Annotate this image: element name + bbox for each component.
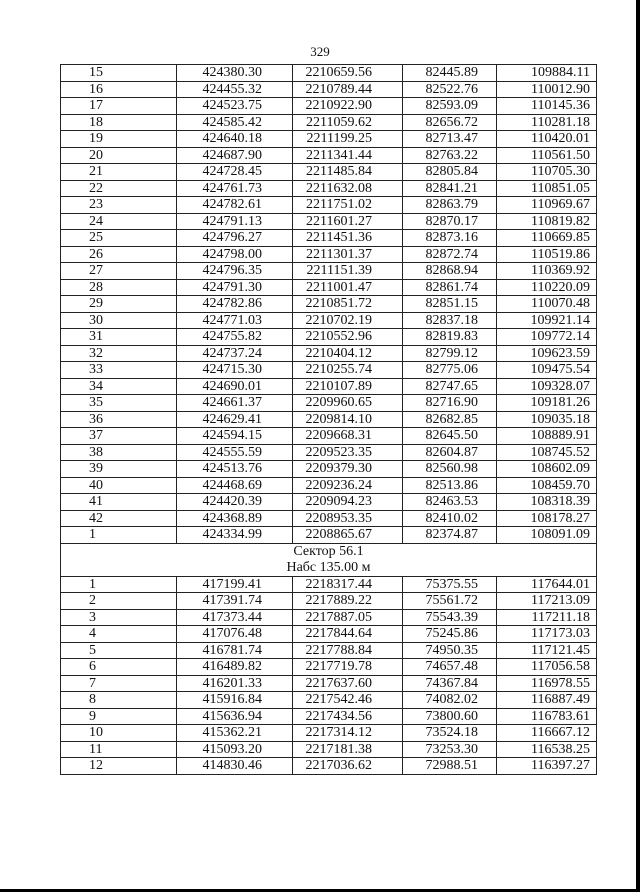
coord-x-local-cell: 82747.65 <box>403 378 497 395</box>
coord-y-local-cell: 110145.36 <box>497 98 597 115</box>
table-body-top <box>61 65 597 544</box>
table-row <box>61 626 597 643</box>
point-number-cell: 25 <box>61 230 177 247</box>
coord-y-local-cell: 109921.14 <box>497 312 597 329</box>
table-row <box>61 741 597 758</box>
coordinates-table <box>60 64 597 775</box>
point-number-cell: 42 <box>61 510 177 527</box>
coord-x-local-cell: 82445.89 <box>403 65 497 82</box>
coord-x-local-cell: 82799.12 <box>403 345 497 362</box>
coord-y-cell: 2217542.46 <box>293 692 403 709</box>
coord-x-cell: 415916.84 <box>177 692 293 709</box>
coord-y-local-cell: 109328.07 <box>497 378 597 395</box>
point-number-cell: 34 <box>61 378 177 395</box>
coord-y-local-cell: 108318.39 <box>497 494 597 511</box>
coord-x-cell: 424715.30 <box>177 362 293 379</box>
coord-y-local-cell: 116397.27 <box>497 758 597 775</box>
coord-x-cell: 416201.33 <box>177 675 293 692</box>
coord-x-cell: 424468.69 <box>177 477 293 494</box>
coord-y-cell: 2210789.44 <box>293 81 403 98</box>
coord-y-cell: 2217719.78 <box>293 659 403 676</box>
table-row <box>61 708 597 725</box>
coord-y-local-cell: 117211.18 <box>497 609 597 626</box>
coord-x-cell: 415636.94 <box>177 708 293 725</box>
coord-x-local-cell: 82593.09 <box>403 98 497 115</box>
table-row <box>61 510 597 527</box>
table-row <box>61 609 597 626</box>
table-row <box>61 329 597 346</box>
coord-y-cell: 2217844.64 <box>293 626 403 643</box>
point-number-cell: 29 <box>61 296 177 313</box>
coord-x-local-cell: 82863.79 <box>403 197 497 214</box>
coord-x-local-cell: 82560.98 <box>403 461 497 478</box>
point-number-cell: 26 <box>61 246 177 263</box>
coord-y-cell: 2210851.72 <box>293 296 403 313</box>
coord-x-cell: 424629.41 <box>177 411 293 428</box>
coord-x-cell: 424791.13 <box>177 213 293 230</box>
coord-x-local-cell: 75375.55 <box>403 576 497 593</box>
coord-x-local-cell: 82868.94 <box>403 263 497 280</box>
point-number-cell: 2 <box>61 593 177 610</box>
coord-y-cell: 2211451.36 <box>293 230 403 247</box>
point-number-cell: 24 <box>61 213 177 230</box>
table-row <box>61 428 597 445</box>
coord-y-local-cell: 110369.92 <box>497 263 597 280</box>
coord-x-local-cell: 82775.06 <box>403 362 497 379</box>
coord-x-local-cell: 82656.72 <box>403 114 497 131</box>
coord-y-cell: 2209094.23 <box>293 494 403 511</box>
coord-y-cell: 2209523.35 <box>293 444 403 461</box>
coord-y-local-cell: 110669.85 <box>497 230 597 247</box>
coord-x-local-cell: 82851.15 <box>403 296 497 313</box>
table-body-bottom <box>61 576 597 774</box>
point-number-cell: 31 <box>61 329 177 346</box>
coord-y-local-cell: 110070.48 <box>497 296 597 313</box>
coord-x-local-cell: 82463.53 <box>403 494 497 511</box>
coord-x-cell: 416781.74 <box>177 642 293 659</box>
coord-y-cell: 2211601.27 <box>293 213 403 230</box>
coord-y-cell: 2210552.96 <box>293 329 403 346</box>
coord-x-local-cell: 82682.85 <box>403 411 497 428</box>
table-row <box>61 246 597 263</box>
coord-x-cell: 415093.20 <box>177 741 293 758</box>
coord-y-local-cell: 110969.67 <box>497 197 597 214</box>
table-row <box>61 642 597 659</box>
coord-x-cell: 424796.35 <box>177 263 293 280</box>
coord-y-cell: 2208865.67 <box>293 527 403 544</box>
coord-y-cell: 2209668.31 <box>293 428 403 445</box>
coord-y-cell: 2211485.84 <box>293 164 403 181</box>
coord-x-cell: 424523.75 <box>177 98 293 115</box>
point-number-cell: 1 <box>61 527 177 544</box>
table-row <box>61 65 597 82</box>
table-row <box>61 362 597 379</box>
coord-y-local-cell: 117173.03 <box>497 626 597 643</box>
coord-y-local-cell: 109475.54 <box>497 362 597 379</box>
coord-y-cell: 2217889.22 <box>293 593 403 610</box>
table-row <box>61 312 597 329</box>
table-row <box>61 593 597 610</box>
coord-y-local-cell: 116978.55 <box>497 675 597 692</box>
coord-x-cell: 424640.18 <box>177 131 293 148</box>
coord-x-local-cell: 73524.18 <box>403 725 497 742</box>
coord-x-local-cell: 82837.18 <box>403 312 497 329</box>
coord-x-local-cell: 82374.87 <box>403 527 497 544</box>
coord-y-local-cell: 117644.01 <box>497 576 597 593</box>
coord-y-local-cell: 110012.90 <box>497 81 597 98</box>
point-number-cell: 19 <box>61 131 177 148</box>
sector-header-body <box>61 543 597 576</box>
coord-x-cell: 424513.76 <box>177 461 293 478</box>
coord-y-cell: 2210255.74 <box>293 362 403 379</box>
coord-x-cell: 424455.32 <box>177 81 293 98</box>
coord-y-local-cell: 110281.18 <box>497 114 597 131</box>
table-row <box>61 659 597 676</box>
point-number-cell: 5 <box>61 642 177 659</box>
coord-y-local-cell: 108889.91 <box>497 428 597 445</box>
coord-y-cell: 2209236.24 <box>293 477 403 494</box>
coord-y-local-cell: 110561.50 <box>497 147 597 164</box>
sector-height: Набс 135.00 м <box>286 559 371 575</box>
coord-x-local-cell: 82861.74 <box>403 279 497 296</box>
point-number-cell: 21 <box>61 164 177 181</box>
table-row <box>61 461 597 478</box>
point-number-cell: 1 <box>61 576 177 593</box>
coord-x-cell: 424380.30 <box>177 65 293 82</box>
page-number: 329 <box>310 44 330 59</box>
coord-y-cell: 2210702.19 <box>293 312 403 329</box>
coord-y-cell: 2217887.05 <box>293 609 403 626</box>
coord-x-cell: 424687.90 <box>177 147 293 164</box>
point-number-cell: 12 <box>61 758 177 775</box>
point-number-cell: 3 <box>61 609 177 626</box>
coord-x-local-cell: 82763.22 <box>403 147 497 164</box>
coord-y-cell: 2209814.10 <box>293 411 403 428</box>
coord-y-cell: 2211059.62 <box>293 114 403 131</box>
coord-y-local-cell: 110705.30 <box>497 164 597 181</box>
coord-y-local-cell: 110819.82 <box>497 213 597 230</box>
coord-x-local-cell: 73253.30 <box>403 741 497 758</box>
point-number-cell: 30 <box>61 312 177 329</box>
point-number-cell: 4 <box>61 626 177 643</box>
coord-x-local-cell: 74082.02 <box>403 692 497 709</box>
coord-y-local-cell: 108091.09 <box>497 527 597 544</box>
point-number-cell: 41 <box>61 494 177 511</box>
coord-x-local-cell: 82841.21 <box>403 180 497 197</box>
point-number-cell: 35 <box>61 395 177 412</box>
coord-x-local-cell: 75543.39 <box>403 609 497 626</box>
coord-x-cell: 424737.24 <box>177 345 293 362</box>
coord-y-cell: 2209379.30 <box>293 461 403 478</box>
coord-y-cell: 2211632.08 <box>293 180 403 197</box>
point-number-cell: 38 <box>61 444 177 461</box>
coord-x-local-cell: 82604.87 <box>403 444 497 461</box>
table-row <box>61 279 597 296</box>
coord-y-local-cell: 110220.09 <box>497 279 597 296</box>
coord-y-local-cell: 117121.45 <box>497 642 597 659</box>
table-row <box>61 81 597 98</box>
coord-x-cell: 417199.41 <box>177 576 293 593</box>
coord-y-local-cell: 108459.70 <box>497 477 597 494</box>
table-row <box>61 477 597 494</box>
point-number-cell: 18 <box>61 114 177 131</box>
coord-y-cell: 2210107.89 <box>293 378 403 395</box>
coord-x-cell: 424798.00 <box>177 246 293 263</box>
coord-x-cell: 424420.39 <box>177 494 293 511</box>
coord-y-local-cell: 116667.12 <box>497 725 597 742</box>
coord-x-local-cell: 72988.51 <box>403 758 497 775</box>
coord-x-cell: 424782.61 <box>177 197 293 214</box>
sector-header-row <box>61 543 597 576</box>
coord-x-cell: 424555.59 <box>177 444 293 461</box>
table-row <box>61 164 597 181</box>
coord-y-cell: 2211001.47 <box>293 279 403 296</box>
point-number-cell: 27 <box>61 263 177 280</box>
coord-x-local-cell: 82716.90 <box>403 395 497 412</box>
coord-y-local-cell: 108745.52 <box>497 444 597 461</box>
table-row <box>61 395 597 412</box>
point-number-cell: 37 <box>61 428 177 445</box>
coord-x-local-cell: 73800.60 <box>403 708 497 725</box>
coord-x-local-cell: 74367.84 <box>403 675 497 692</box>
coord-y-local-cell: 108602.09 <box>497 461 597 478</box>
point-number-cell: 32 <box>61 345 177 362</box>
table-row <box>61 527 597 544</box>
point-number-cell: 22 <box>61 180 177 197</box>
coord-y-cell: 2218317.44 <box>293 576 403 593</box>
coord-y-local-cell: 116538.25 <box>497 741 597 758</box>
coord-x-local-cell: 82872.74 <box>403 246 497 263</box>
coord-x-cell: 424585.42 <box>177 114 293 131</box>
coord-x-cell: 424594.15 <box>177 428 293 445</box>
point-number-cell: 33 <box>61 362 177 379</box>
coord-x-cell: 416489.82 <box>177 659 293 676</box>
coord-y-local-cell: 108178.27 <box>497 510 597 527</box>
table-row <box>61 378 597 395</box>
sector-title: Сектор 56.1 <box>293 543 364 559</box>
table-row <box>61 411 597 428</box>
coord-x-cell: 417391.74 <box>177 593 293 610</box>
coord-x-cell: 417373.44 <box>177 609 293 626</box>
coord-y-local-cell: 110851.05 <box>497 180 597 197</box>
point-number-cell: 23 <box>61 197 177 214</box>
coord-x-cell: 424661.37 <box>177 395 293 412</box>
table-row <box>61 444 597 461</box>
coord-y-cell: 2211751.02 <box>293 197 403 214</box>
table-row <box>61 296 597 313</box>
coord-y-cell: 2210659.56 <box>293 65 403 82</box>
coord-y-cell: 2217036.62 <box>293 758 403 775</box>
coord-x-local-cell: 82870.17 <box>403 213 497 230</box>
table-row <box>61 692 597 709</box>
point-number-cell: 28 <box>61 279 177 296</box>
point-number-cell: 39 <box>61 461 177 478</box>
coord-y-cell: 2217637.60 <box>293 675 403 692</box>
table-row <box>61 197 597 214</box>
table-row <box>61 758 597 775</box>
coord-x-local-cell: 74950.35 <box>403 642 497 659</box>
coord-x-cell: 424761.73 <box>177 180 293 197</box>
table-row <box>61 576 597 593</box>
point-number-cell: 10 <box>61 725 177 742</box>
coord-x-local-cell: 82805.84 <box>403 164 497 181</box>
point-number-cell: 40 <box>61 477 177 494</box>
coord-x-local-cell: 82645.50 <box>403 428 497 445</box>
table-row <box>61 494 597 511</box>
scan-border-right <box>636 0 640 892</box>
point-number-cell: 8 <box>61 692 177 709</box>
table-row <box>61 98 597 115</box>
coord-y-cell: 2217788.84 <box>293 642 403 659</box>
coord-x-local-cell: 82522.76 <box>403 81 497 98</box>
coord-y-cell: 2211341.44 <box>293 147 403 164</box>
point-number-cell: 6 <box>61 659 177 676</box>
coord-y-local-cell: 109035.18 <box>497 411 597 428</box>
table-row <box>61 114 597 131</box>
coord-x-local-cell: 74657.48 <box>403 659 497 676</box>
coord-y-cell: 2211301.37 <box>293 246 403 263</box>
coord-y-cell: 2211151.39 <box>293 263 403 280</box>
coord-y-local-cell: 109772.14 <box>497 329 597 346</box>
coord-x-local-cell: 82819.83 <box>403 329 497 346</box>
coord-x-local-cell: 82873.16 <box>403 230 497 247</box>
coord-y-cell: 2217181.38 <box>293 741 403 758</box>
coord-x-local-cell: 82410.02 <box>403 510 497 527</box>
coord-x-local-cell: 75561.72 <box>403 593 497 610</box>
coord-y-local-cell: 110519.86 <box>497 246 597 263</box>
coord-x-local-cell: 82513.86 <box>403 477 497 494</box>
coord-x-local-cell: 75245.86 <box>403 626 497 643</box>
coord-x-local-cell: 82713.47 <box>403 131 497 148</box>
coord-y-local-cell: 109623.59 <box>497 345 597 362</box>
table-row <box>61 263 597 280</box>
coord-x-cell: 417076.48 <box>177 626 293 643</box>
coord-y-local-cell: 116887.49 <box>497 692 597 709</box>
coord-x-cell: 414830.46 <box>177 758 293 775</box>
coord-y-local-cell: 109181.26 <box>497 395 597 412</box>
point-number-cell: 11 <box>61 741 177 758</box>
point-number-cell: 36 <box>61 411 177 428</box>
coord-x-cell: 424728.45 <box>177 164 293 181</box>
coord-y-cell: 2208953.35 <box>293 510 403 527</box>
coord-x-cell: 424755.82 <box>177 329 293 346</box>
table-row <box>61 675 597 692</box>
coord-x-cell: 424368.89 <box>177 510 293 527</box>
coord-y-cell: 2210404.12 <box>293 345 403 362</box>
coord-y-cell: 2217434.56 <box>293 708 403 725</box>
point-number-cell: 20 <box>61 147 177 164</box>
coord-y-local-cell: 117056.58 <box>497 659 597 676</box>
coord-x-cell: 424796.27 <box>177 230 293 247</box>
point-number-cell: 17 <box>61 98 177 115</box>
sector-header-cell <box>61 543 597 576</box>
coord-y-cell: 2210922.90 <box>293 98 403 115</box>
coord-y-cell: 2217314.12 <box>293 725 403 742</box>
coord-y-cell: 2211199.25 <box>293 131 403 148</box>
table-row <box>61 180 597 197</box>
point-number-cell: 16 <box>61 81 177 98</box>
coord-x-cell: 424690.01 <box>177 378 293 395</box>
coord-x-cell: 415362.21 <box>177 725 293 742</box>
table-row <box>61 725 597 742</box>
point-number-cell: 9 <box>61 708 177 725</box>
table-row <box>61 345 597 362</box>
table-row <box>61 213 597 230</box>
coord-y-local-cell: 117213.09 <box>497 593 597 610</box>
coord-x-cell: 424771.03 <box>177 312 293 329</box>
table-row <box>61 147 597 164</box>
table-row <box>61 230 597 247</box>
coord-y-cell: 2209960.65 <box>293 395 403 412</box>
table-row <box>61 131 597 148</box>
coord-y-local-cell: 109884.11 <box>497 65 597 82</box>
coord-x-cell: 424791.30 <box>177 279 293 296</box>
coord-y-local-cell: 110420.01 <box>497 131 597 148</box>
coord-x-cell: 424334.99 <box>177 527 293 544</box>
point-number-cell: 7 <box>61 675 177 692</box>
coord-x-cell: 424782.86 <box>177 296 293 313</box>
point-number-cell: 15 <box>61 65 177 82</box>
coord-y-local-cell: 116783.61 <box>497 708 597 725</box>
